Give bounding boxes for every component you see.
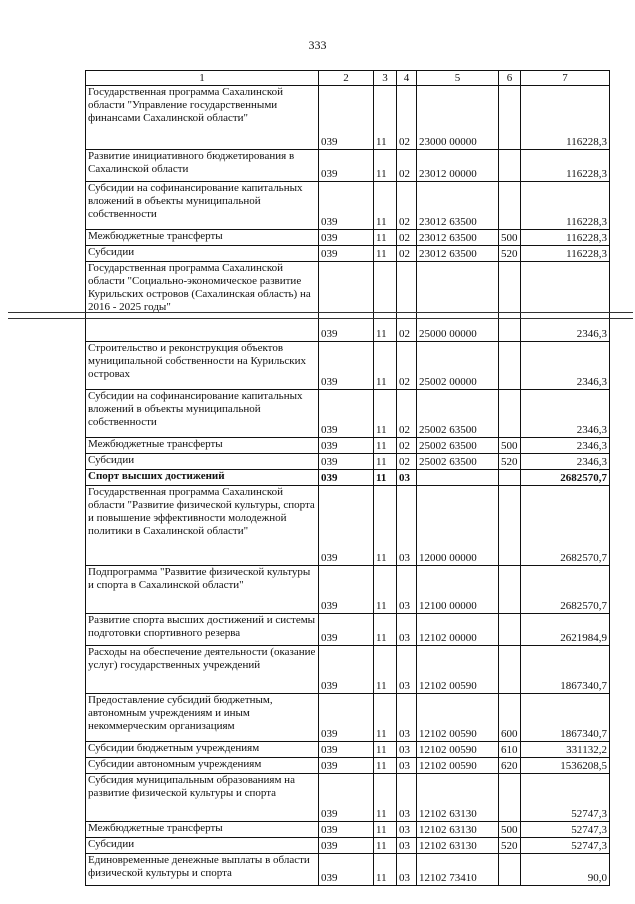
ministry-code: 039 xyxy=(319,758,374,774)
section-code: 11 xyxy=(374,262,397,342)
table-row xyxy=(86,838,610,854)
table-row xyxy=(86,470,610,486)
expense-type-code: 610 xyxy=(499,742,521,758)
ministry-code: 039 xyxy=(319,822,374,838)
target-code: 12102 63130 xyxy=(417,774,499,822)
scan-artifact-line xyxy=(8,318,633,319)
table-row xyxy=(86,854,610,886)
column-header: 2 xyxy=(319,71,374,86)
expense-type-code xyxy=(499,854,521,886)
section-code: 11 xyxy=(374,470,397,486)
amount-value: 116228,3 xyxy=(521,246,610,262)
table-row xyxy=(86,230,610,246)
amount-value: 1867340,7 xyxy=(521,694,610,742)
amount-value: 2346,3 xyxy=(521,438,610,454)
column-header: 5 xyxy=(417,71,499,86)
table-row xyxy=(86,182,610,230)
expense-type-code: 520 xyxy=(499,246,521,262)
target-code: 25000 00000 xyxy=(417,262,499,342)
column-header: 3 xyxy=(374,71,397,86)
table-header-row xyxy=(86,71,610,86)
table-row xyxy=(86,86,610,150)
row-name: Межбюджетные трансферты xyxy=(86,438,319,454)
table-row xyxy=(86,694,610,742)
ministry-code: 039 xyxy=(319,854,374,886)
amount-value: 116228,3 xyxy=(521,182,610,230)
row-name: Межбюджетные трансферты xyxy=(86,230,319,246)
ministry-code: 039 xyxy=(319,614,374,646)
expense-type-code: 500 xyxy=(499,822,521,838)
subsection-code: 02 xyxy=(397,86,417,150)
expense-type-code xyxy=(499,566,521,614)
section-code: 11 xyxy=(374,342,397,390)
table-row xyxy=(86,822,610,838)
row-name: Субсидии автономным учреждениям xyxy=(86,758,319,774)
section-code: 11 xyxy=(374,182,397,230)
budget-table xyxy=(85,70,610,886)
ministry-code: 039 xyxy=(319,150,374,182)
subsection-code: 02 xyxy=(397,342,417,390)
row-name: Субсидии xyxy=(86,454,319,470)
subsection-code: 02 xyxy=(397,246,417,262)
ministry-code: 039 xyxy=(319,342,374,390)
amount-value: 2346,3 xyxy=(521,390,610,438)
table-row xyxy=(86,262,610,342)
expense-type-code: 620 xyxy=(499,758,521,774)
target-code: 12100 00000 xyxy=(417,566,499,614)
subsection-code: 03 xyxy=(397,742,417,758)
table-row xyxy=(86,774,610,822)
ministry-code: 039 xyxy=(319,454,374,470)
section-code: 11 xyxy=(374,758,397,774)
target-code: 12000 00000 xyxy=(417,486,499,566)
table-row xyxy=(86,486,610,566)
column-header: 4 xyxy=(397,71,417,86)
amount-value: 116228,3 xyxy=(521,230,610,246)
column-header: 1 xyxy=(86,71,319,86)
section-code: 11 xyxy=(374,694,397,742)
amount-value: 52747,3 xyxy=(521,774,610,822)
expense-type-code: 500 xyxy=(499,438,521,454)
ministry-code: 039 xyxy=(319,486,374,566)
section-code: 11 xyxy=(374,614,397,646)
expense-type-code xyxy=(499,150,521,182)
subsection-code: 02 xyxy=(397,390,417,438)
target-code: 25002 63500 xyxy=(417,438,499,454)
section-code: 11 xyxy=(374,774,397,822)
subsection-code: 02 xyxy=(397,262,417,342)
row-name: Субсидии бюджетным учреждениям xyxy=(86,742,319,758)
subsection-code: 03 xyxy=(397,614,417,646)
row-name: Подпрограмма "Развитие физической культуры и спорта в Сахалинской области" xyxy=(86,566,319,614)
row-name: Спорт высших достижений xyxy=(86,470,319,486)
ministry-code: 039 xyxy=(319,646,374,694)
target-code: 12102 63130 xyxy=(417,838,499,854)
amount-value: 2682570,7 xyxy=(521,566,610,614)
section-code: 11 xyxy=(374,246,397,262)
table-row xyxy=(86,742,610,758)
section-code: 11 xyxy=(374,646,397,694)
expense-type-code xyxy=(499,646,521,694)
table-row xyxy=(86,454,610,470)
target-code: 23012 63500 xyxy=(417,182,499,230)
target-code: 12102 63130 xyxy=(417,822,499,838)
target-code: 25002 63500 xyxy=(417,454,499,470)
target-code xyxy=(417,470,499,486)
expense-type-code xyxy=(499,262,521,342)
amount-value: 331132,2 xyxy=(521,742,610,758)
section-code: 11 xyxy=(374,566,397,614)
subsection-code: 03 xyxy=(397,470,417,486)
target-code: 12102 00590 xyxy=(417,742,499,758)
expense-type-code xyxy=(499,774,521,822)
section-code: 11 xyxy=(374,486,397,566)
target-code: 12102 00000 xyxy=(417,614,499,646)
subsection-code: 03 xyxy=(397,694,417,742)
section-code: 11 xyxy=(374,742,397,758)
table-row xyxy=(86,390,610,438)
subsection-code: 03 xyxy=(397,822,417,838)
expense-type-code: 500 xyxy=(499,230,521,246)
row-name: Субсидии на софинансирование капитальных вложений в объекты муниципальной собственности xyxy=(86,390,319,438)
row-name: Государственная программа Сахалинской области "Социально-экономическое развитие Курильских островов (Сахалинская область) на 2016 - 2025 годы" xyxy=(86,262,319,342)
ministry-code: 039 xyxy=(319,230,374,246)
target-code: 23000 00000 xyxy=(417,86,499,150)
row-name: Межбюджетные трансферты xyxy=(86,822,319,838)
subsection-code: 03 xyxy=(397,566,417,614)
ministry-code: 039 xyxy=(319,774,374,822)
target-code: 23012 00000 xyxy=(417,150,499,182)
expense-type-code: 600 xyxy=(499,694,521,742)
section-code: 11 xyxy=(374,438,397,454)
amount-value: 52747,3 xyxy=(521,822,610,838)
target-code: 12102 00590 xyxy=(417,694,499,742)
table-row xyxy=(86,246,610,262)
row-name: Строительство и реконструкция объектов муниципальной собственности на Курильских островах xyxy=(86,342,319,390)
row-name: Единовременные денежные выплаты в области физической культуры и спорта xyxy=(86,854,319,886)
expense-type-code xyxy=(499,470,521,486)
section-code: 11 xyxy=(374,86,397,150)
ministry-code: 039 xyxy=(319,438,374,454)
ministry-code: 039 xyxy=(319,742,374,758)
row-name: Субсидии xyxy=(86,246,319,262)
target-code: 25002 63500 xyxy=(417,390,499,438)
row-name: Субсидии xyxy=(86,838,319,854)
expense-type-code xyxy=(499,486,521,566)
subsection-code: 02 xyxy=(397,438,417,454)
amount-value: 2346,3 xyxy=(521,454,610,470)
row-name: Государственная программа Сахалинской области "Развитие физической культуры, спорта и повышение эффективности молодежной политики в Сахалинской области" xyxy=(86,486,319,566)
page-number: 333 xyxy=(308,38,327,52)
expense-type-code xyxy=(499,614,521,646)
ministry-code: 039 xyxy=(319,262,374,342)
section-code: 11 xyxy=(374,230,397,246)
scan-artifact-line xyxy=(8,312,633,313)
column-header: 7 xyxy=(521,71,610,86)
table-row xyxy=(86,150,610,182)
expense-type-code xyxy=(499,86,521,150)
target-code: 12102 00590 xyxy=(417,646,499,694)
row-name: Расходы на обеспечение деятельности (оказание услуг) государственных учреждений xyxy=(86,646,319,694)
subsection-code: 03 xyxy=(397,486,417,566)
target-code: 12102 00590 xyxy=(417,758,499,774)
section-code: 11 xyxy=(374,150,397,182)
expense-type-code: 520 xyxy=(499,838,521,854)
table-row xyxy=(86,758,610,774)
amount-value: 2682570,7 xyxy=(521,470,610,486)
subsection-code: 02 xyxy=(397,150,417,182)
ministry-code: 039 xyxy=(319,86,374,150)
table-row xyxy=(86,566,610,614)
column-header: 6 xyxy=(499,71,521,86)
row-name: Субсидии на софинансирование капитальных вложений в объекты муниципальной собственности xyxy=(86,182,319,230)
ministry-code: 039 xyxy=(319,246,374,262)
amount-value: 2346,3 xyxy=(521,342,610,390)
ministry-code: 039 xyxy=(319,470,374,486)
table-row xyxy=(86,614,610,646)
ministry-code: 039 xyxy=(319,694,374,742)
expense-type-code: 520 xyxy=(499,454,521,470)
ministry-code: 039 xyxy=(319,390,374,438)
amount-value: 2346,3 xyxy=(521,262,610,342)
ministry-code: 039 xyxy=(319,566,374,614)
target-code: 12102 73410 xyxy=(417,854,499,886)
subsection-code: 03 xyxy=(397,646,417,694)
subsection-code: 02 xyxy=(397,230,417,246)
target-code: 23012 63500 xyxy=(417,246,499,262)
amount-value: 52747,3 xyxy=(521,838,610,854)
expense-type-code xyxy=(499,390,521,438)
amount-value: 90,0 xyxy=(521,854,610,886)
subsection-code: 03 xyxy=(397,854,417,886)
ministry-code: 039 xyxy=(319,838,374,854)
target-code: 23012 63500 xyxy=(417,230,499,246)
amount-value: 2682570,7 xyxy=(521,486,610,566)
section-code: 11 xyxy=(374,390,397,438)
ministry-code: 039 xyxy=(319,182,374,230)
row-name: Государственная программа Сахалинской области "Управление государственными финансами Сахалинской области" xyxy=(86,86,319,150)
subsection-code: 03 xyxy=(397,758,417,774)
target-code: 25002 00000 xyxy=(417,342,499,390)
row-name: Развитие спорта высших достижений и системы подготовки спортивного резерва xyxy=(86,614,319,646)
expense-type-code xyxy=(499,342,521,390)
subsection-code: 02 xyxy=(397,182,417,230)
amount-value: 2621984,9 xyxy=(521,614,610,646)
table-row xyxy=(86,438,610,454)
amount-value: 116228,3 xyxy=(521,86,610,150)
section-code: 11 xyxy=(374,854,397,886)
amount-value: 1867340,7 xyxy=(521,646,610,694)
section-code: 11 xyxy=(374,838,397,854)
row-name: Предоставление субсидий бюджетным, автономным учреждениям и иным некоммерческим организациям xyxy=(86,694,319,742)
section-code: 11 xyxy=(374,822,397,838)
row-name: Субсидия муниципальным образованиям на развитие физической культуры и спорта xyxy=(86,774,319,822)
table-row xyxy=(86,646,610,694)
section-code: 11 xyxy=(374,454,397,470)
table-row xyxy=(86,342,610,390)
expense-type-code xyxy=(499,182,521,230)
subsection-code: 03 xyxy=(397,774,417,822)
subsection-code: 02 xyxy=(397,454,417,470)
amount-value: 116228,3 xyxy=(521,150,610,182)
subsection-code: 03 xyxy=(397,838,417,854)
row-name: Развитие инициативного бюджетирования в Сахалинской области xyxy=(86,150,319,182)
amount-value: 1536208,5 xyxy=(521,758,610,774)
